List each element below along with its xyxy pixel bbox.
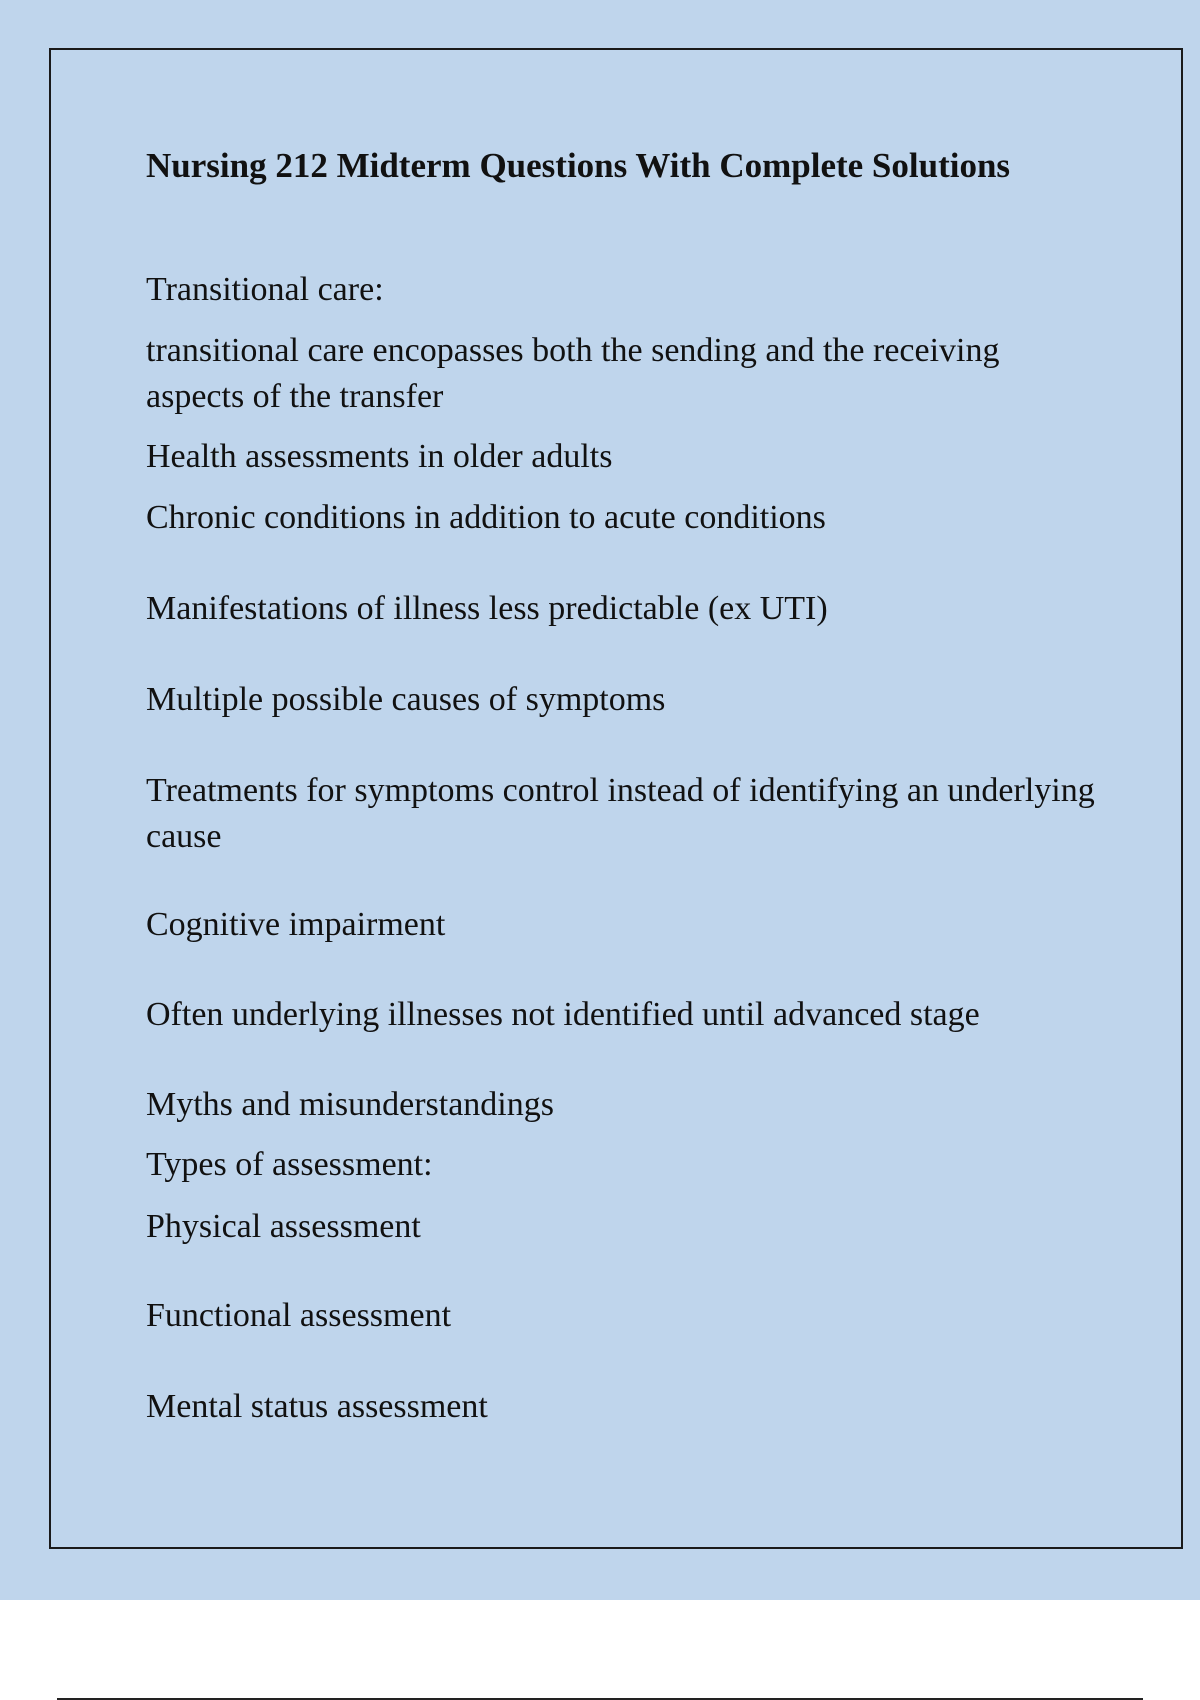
text-line-mental-status-assessment: Mental status assessment — [146, 1388, 488, 1425]
text-line-functional-assessment: Functional assessment — [146, 1297, 452, 1334]
text-line-multiple-causes: Multiple possible causes of symptoms — [146, 681, 666, 718]
text-line-manifestations: Manifestations of illness less predictable (ex UTI) — [146, 590, 828, 627]
text-line-types-of-assessment: Types of assessment: — [146, 1146, 433, 1183]
text-line-myths: Myths and misunderstandings — [146, 1086, 554, 1123]
text-line-cognitive-impairment: Cognitive impairment — [146, 906, 446, 943]
text-line-transitional-care: Transitional care: — [146, 271, 384, 308]
text-line-health-assessments: Health assessments in older adults — [146, 438, 613, 475]
text-line-underlying-illnesses: Often underlying illnesses not identified until advanced stage — [146, 996, 980, 1033]
text-line-chronic-conditions: Chronic conditions in addition to acute conditions — [146, 499, 826, 536]
document-title: Nursing 212 Midterm Questions With Complete Solutions — [146, 146, 1011, 185]
text-line-physical-assessment: Physical assessment — [146, 1208, 421, 1245]
text-line-transitional-care-definition: transitional care encopasses both the sending and the receiving aspects of the transfer — [146, 332, 1000, 415]
text-line-treatments: Treatments for symptoms control instead of identifying an underlying cause — [146, 772, 1095, 855]
